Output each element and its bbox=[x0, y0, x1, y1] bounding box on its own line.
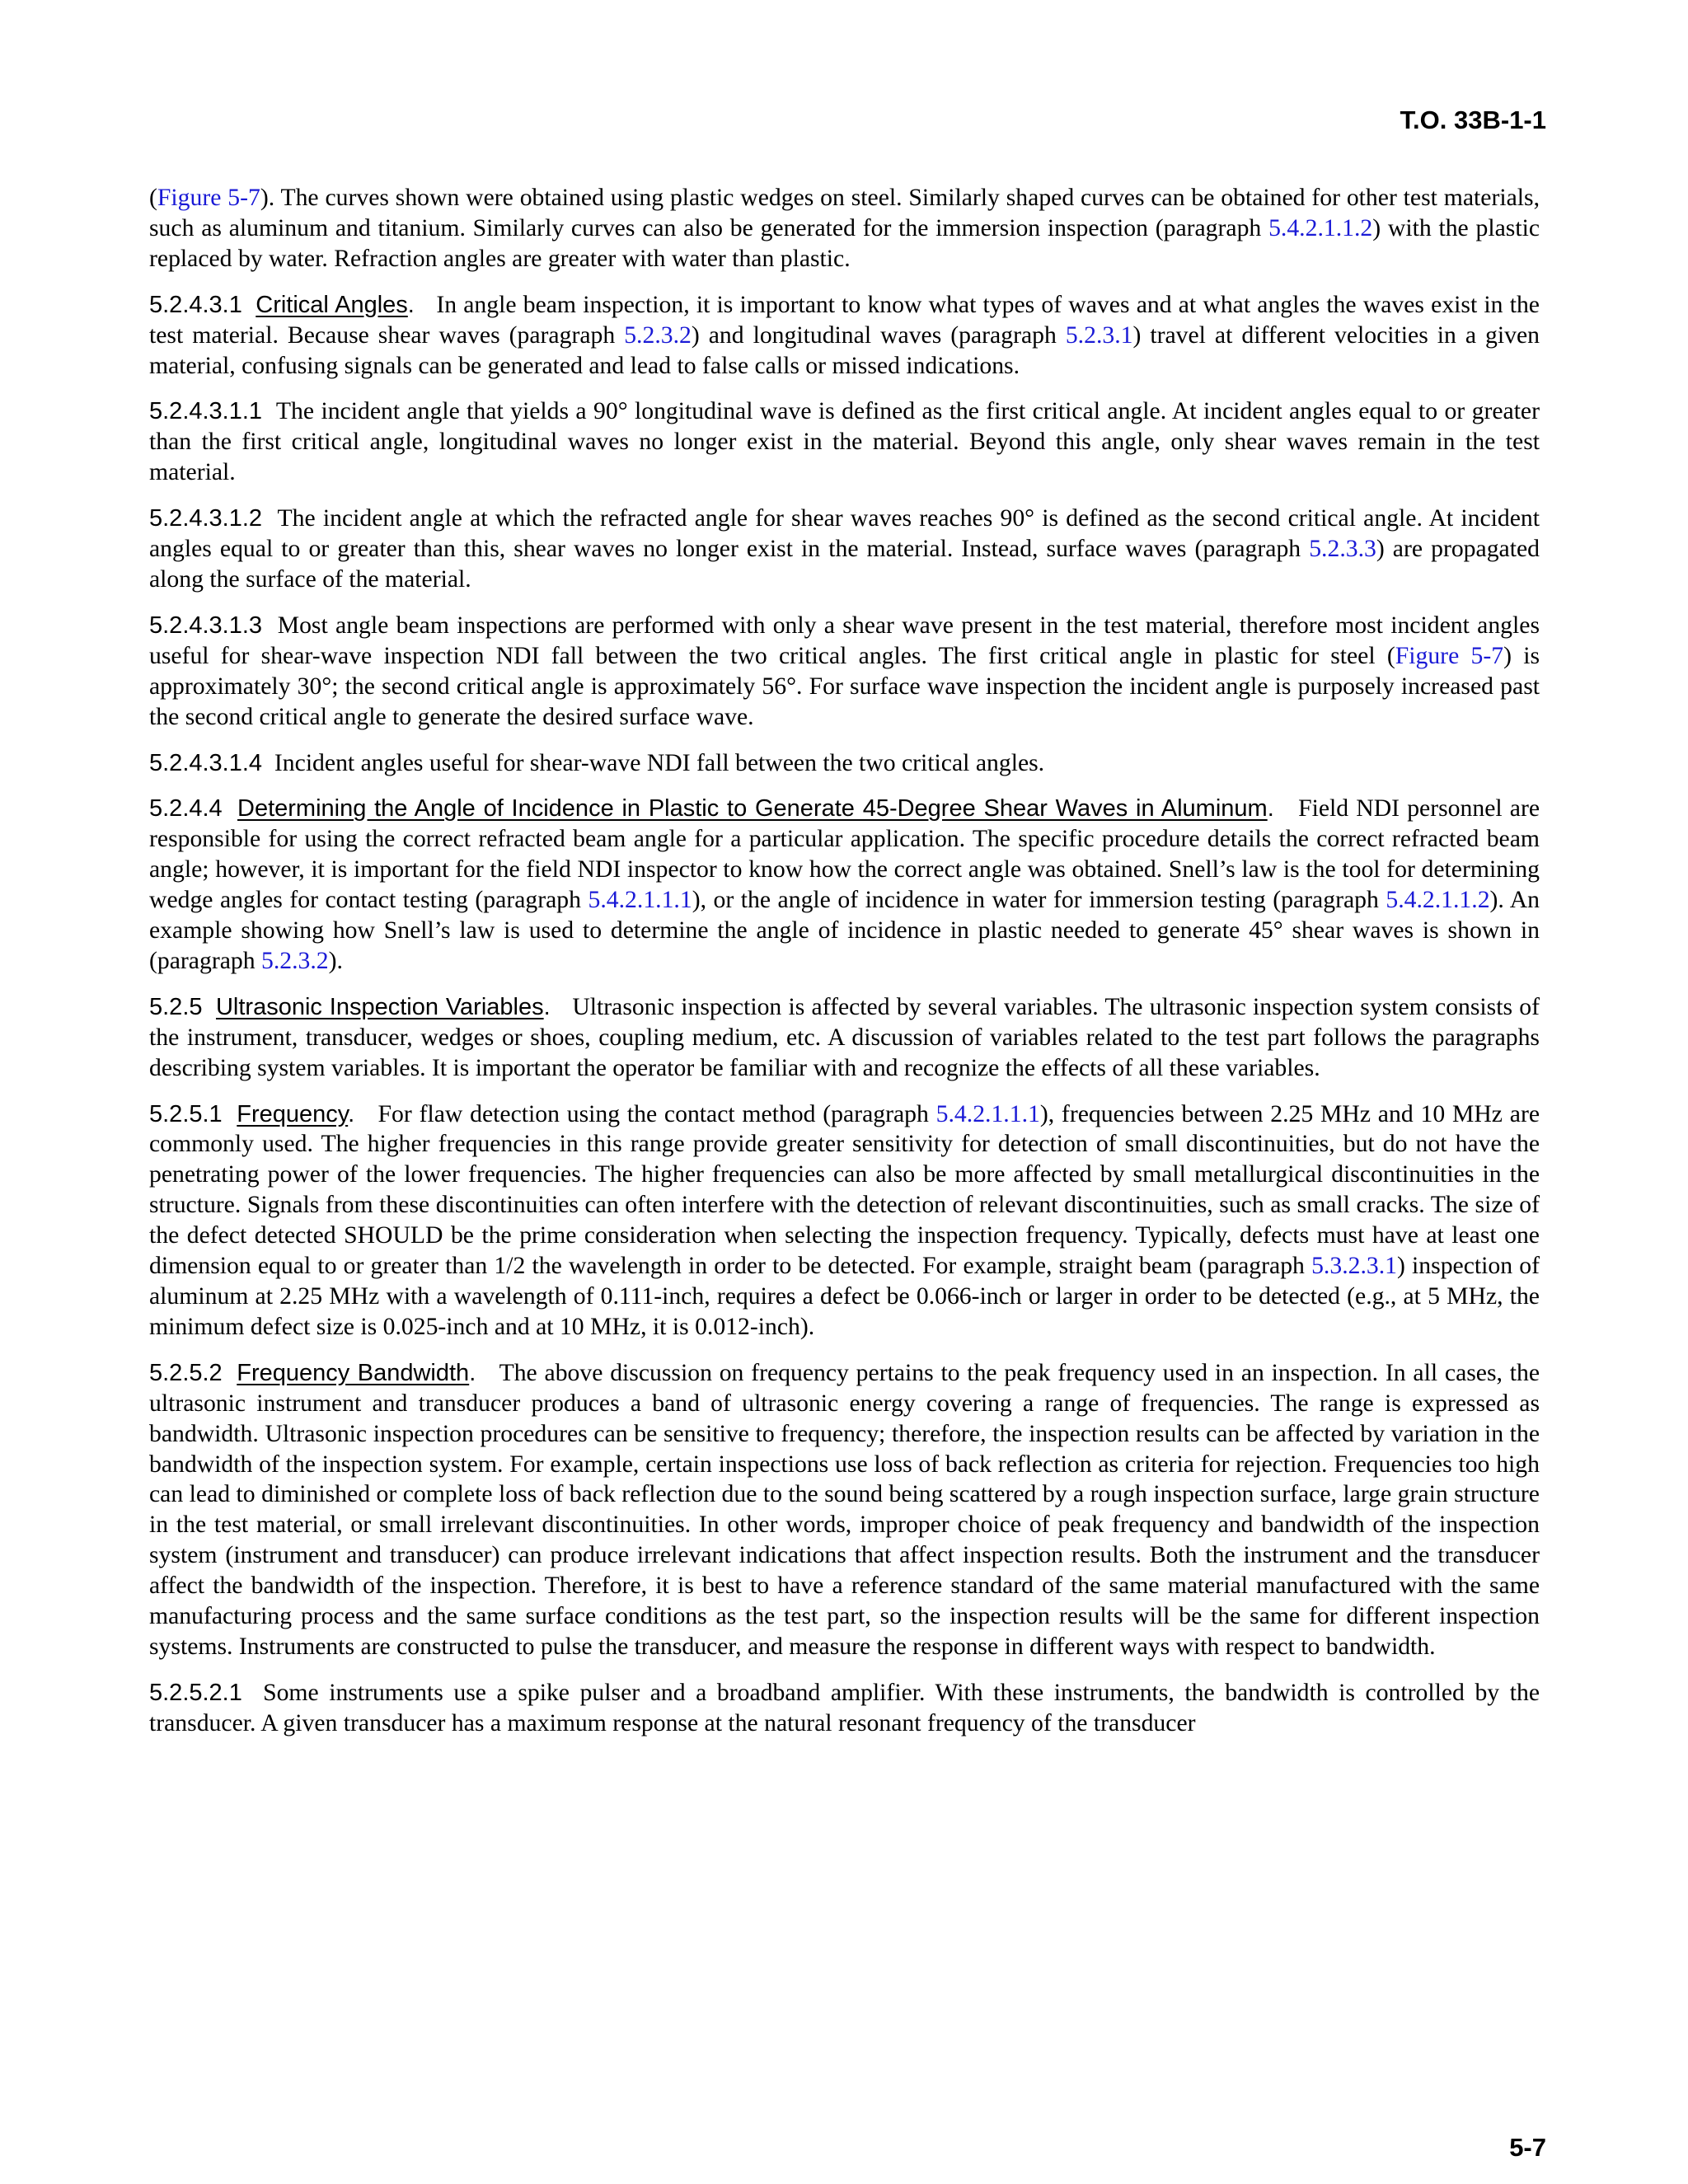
paragraph-title: Frequency bbox=[237, 1100, 349, 1127]
body-text: The above discussion on frequency pertains to the peak frequency used in an inspection. In all cases, the ultrasonic instrument and transducer produces a band of ultrasonic energy covering a range of frequencies. The range is expressed as bandwidth. Ultrasonic inspection procedures can be sensitive to frequency; therefore, the inspection results can be affected by variation in the bandwidth of the inspection system. For example, certain inspections use loss of back reflection as criteria for rejection. Frequencies too high can lead to diminished or complete loss of back reflection due to the sound being scattered by a rough inspection surface, large grain structure in the test material, or small irrelevant discontinuities. In other words, improper choice of peak frequency and bandwidth of the inspection system (instrument and transducer) can produce irrelevant indications that affect inspection results. Both the instrument and the transducer affect the bandwidth of the inspection. Therefore, it is best to have a reference standard of the same material manufactured with the same manufacturing process and the same surface conditions as the test part, so the inspection results will be the same for different inspection systems. Instruments are constructed to pulse the transducer, and measure the response in different ways with respect to bandwidth. bbox=[149, 1359, 1540, 1660]
body-text: Incident angles useful for shear-wave NDI fall between the two critical angles. bbox=[274, 749, 1045, 776]
cross-reference-link[interactable]: Figure 5-7 bbox=[157, 185, 260, 211]
document-id-header: T.O. 33B-1-1 bbox=[1400, 105, 1546, 134]
body-text: ( bbox=[149, 185, 157, 211]
cross-reference-link[interactable]: 5.2.3.2 bbox=[624, 321, 692, 349]
cross-reference-link[interactable]: 5.4.2.1.1.2 bbox=[1268, 214, 1373, 241]
para-5-2-4-3-1-3 bbox=[149, 611, 1540, 733]
body-text: ) and longitudinal waves (paragraph bbox=[691, 321, 1066, 349]
document-body bbox=[149, 183, 1540, 1755]
para-5-2-5-1: 5.2.5.1 Frequency. For flaw detection using the contact method (paragraph 5.4.2.1.1.1), frequencies between 2.25 MHz and 10 MHz are commonly used. The higher frequencies in this range provide greater sensitivity for detection of small discontinuities, but do not have the penetrating power of the lower frequencies. The higher frequencies can also be more affected by small metallurgical discontinuities in the structure. Signals from these discontinuities can often interfere with the detection of relevant discontinuities, such as small cracks. The size of the defect detected SHOULD be the prime consideration when selecting the inspection frequency. Typically, defects must have at least one dimension equal to or greater than 1/2 the wavelength in order to be detected. For example, straight beam (paragraph 5.3.2.3.1) inspection of aluminum at 2.25 MHz with a wavelength of 0.111-inch, requires a defect be 0.066-inch or larger in order to be detected (e.g., at 5 MHz, the minimum defect size is 0.025-inch and at 10 MHz, it is 0.012-inch). bbox=[149, 1100, 1540, 1340]
para-5-2-5-2-1 bbox=[149, 1678, 1540, 1739]
body-text: ) are propagated along the surface of the material. bbox=[149, 536, 1540, 593]
body-text: The incident angle that yields a 90° longitudinal wave is defined as the first critical angle. At incident angles equal to or greater than the first critical angle, longitudinal waves no longer exist in the material. Beyond this angle, only shear waves remain in the test material. bbox=[149, 398, 1540, 486]
page-number: 5-7 bbox=[1509, 2133, 1546, 2162]
cross-reference-link[interactable]: 5.4.2.1.1.1 bbox=[935, 1100, 1040, 1127]
paragraph-title: Ultrasonic Inspection Variables bbox=[215, 993, 544, 1020]
paragraph-number: 5.2.4.3.1.3 bbox=[149, 612, 263, 639]
paragraph-number: 5.2.5.1 bbox=[149, 1100, 223, 1127]
para-5-2-4-3-1-4 bbox=[149, 748, 1540, 779]
body-text: ), or the angle of incidence in water for immersion testing (paragraph bbox=[692, 887, 1386, 914]
body-text: ). An example showing how Snell’s law is used to determine the angle of incidence in plastic needed to generate 45° shear waves is shown in (paragraph bbox=[149, 887, 1540, 974]
paragraph-number: 5.2.4.3.1.2 bbox=[149, 505, 263, 532]
para-5-2-4-3-1-2 bbox=[149, 504, 1540, 595]
paragraph-number: 5.2.5 bbox=[149, 993, 203, 1020]
paragraph-title: Frequency Bandwidth bbox=[237, 1359, 470, 1386]
cross-reference-link[interactable]: 5.4.2.1.1.2 bbox=[1386, 887, 1490, 914]
body-text: Field NDI personnel are responsible for using the correct refracted beam angle for a particular application. The specific procedure details the correct refracted beam angle; however, it is important for the field NDI inspector to know how the correct angle was obtained. Snell’s law is the tool for determining wedge angles for contact testing (paragraph bbox=[149, 795, 1540, 914]
body-text: In angle beam inspection, it is important to know what types of waves and at what angles the waves exist in the test material. Because shear waves (paragraph bbox=[149, 291, 1540, 349]
cross-reference-link[interactable]: 5.2.3.2 bbox=[261, 947, 329, 974]
paragraph-number: 5.2.5.2 bbox=[149, 1359, 223, 1386]
paragraph-title: Determining the Angle of Incidence in Plastic to Generate 45-Degree Shear Waves in Aluminum bbox=[237, 795, 1268, 823]
body-text: ) is approximately 30°; the second critical angle is approximately 56°. For surface wave inspection the incident angle is purposely increased past the second critical angle to generate the desired surface wave. bbox=[149, 642, 1540, 730]
body-text: The incident angle at which the refracted angle for shear waves reaches 90° is defined as the second critical angle. At incident angles equal to or greater than this, shear waves no longer exist in the material. Instead, surface waves (paragraph bbox=[149, 505, 1540, 563]
body-text: ) inspection of aluminum at 2.25 MHz with a wavelength of 0.111-inch, requires a defect be 0.066-inch or larger in order to be detected (e.g., at 5 MHz, the minimum defect size is 0.025-inch and at 10 MHz, it is 0.012-inch). bbox=[149, 1253, 1540, 1340]
cross-reference-link[interactable]: 5.2.3.3 bbox=[1309, 536, 1376, 563]
paragraph-number: 5.2.5.2.1 bbox=[149, 1679, 242, 1706]
para-intro bbox=[149, 183, 1540, 274]
para-5-2-5: 5.2.5 Ultrasonic Inspection Variables. Ultrasonic inspection is affected by several variables. The ultrasonic inspection system consists of the instrument, transducer, wedges or shoes, coupling medium, etc. A discussion of variables related to the test part follows the paragraphs describing system variables. It is important the operator be familiar with and recognize the effects of all these variables. bbox=[149, 993, 1540, 1081]
cross-reference-link[interactable]: Figure 5-7 bbox=[1395, 642, 1504, 669]
para-5-2-5-2: 5.2.5.2 Frequency Bandwidth. The above discussion on frequency pertains to the peak frequency used in an inspection. In all cases, the ultrasonic instrument and transducer produces a band of ultrasonic energy covering a range of frequencies. The range is expressed as bandwidth. Ultrasonic inspection procedures can be sensitive to frequency; therefore, the inspection results can be affected by variation in the bandwidth of the inspection system. For example, certain inspections use loss of back reflection as criteria for rejection. Frequencies too high can lead to diminished or complete loss of back reflection due to the sound being scattered by a rough inspection surface, large grain structure in the test material, or small irrelevant discontinuities. In other words, improper choice of peak frequency and bandwidth of the inspection system (instrument and transducer) can produce irrelevant indications that affect inspection results. Both the instrument and the transducer affect the bandwidth of the inspection. Therefore, it is best to have a reference standard of the same material manufactured with the same manufacturing process and the same surface conditions as the test part, so the inspection results will be the same for different inspection systems. Instruments are constructed to pulse the transducer, and measure the response in different ways with respect to bandwidth. bbox=[149, 1359, 1540, 1660]
body-text: ) with the plastic replaced by water. Refraction angles are greater with water than plastic. bbox=[149, 214, 1540, 272]
cross-reference-link[interactable]: 5.4.2.1.1.1 bbox=[588, 887, 692, 914]
body-text: ). The curves shown were obtained using plastic wedges on steel. Similarly shaped curves can be obtained for other test materials, such as aluminum and titanium. Similarly curves can also be generated for the immersion inspection (paragraph bbox=[149, 185, 1540, 241]
para-5-2-4-3-1-1 bbox=[149, 396, 1540, 488]
paragraph-number: 5.2.4.3.1 bbox=[149, 291, 242, 318]
cross-reference-link[interactable]: 5.3.2.3.1 bbox=[1311, 1253, 1397, 1280]
body-text: ). bbox=[328, 947, 343, 974]
body-text: ), frequencies between 2.25 MHz and 10 MHz are commonly used. The higher frequencies in this range provide greater sensitivity for detection of small discontinuities, but do not have the penetrating power of the lower frequencies. The higher frequencies can also be more affected by small metallurgical discontinuities in the structure. Signals from these discontinuities can often interfere with the detection of relevant discontinuities, such as small cracks. The size of the defect detected SHOULD be the prime consideration when selecting the inspection frequency. Typically, defects must have at least one dimension equal to or greater than 1/2 the wavelength in order to be detected. For example, straight beam (paragraph bbox=[149, 1100, 1540, 1280]
paragraph-number: 5.2.4.4 bbox=[149, 795, 223, 823]
paragraph-number: 5.2.4.3.1.4 bbox=[149, 749, 263, 776]
paragraph-title: Critical Angles bbox=[256, 291, 408, 318]
paragraph-number: 5.2.4.3.1.1 bbox=[149, 398, 263, 425]
body-text: For flaw detection using the contact method (paragraph bbox=[377, 1100, 936, 1127]
body-text: Most angle beam inspections are performed with only a shear wave present in the test material, therefore most incident angles useful for shear-wave inspection NDI fall between the two critical angles. The first critical angle in plastic for steel ( bbox=[149, 612, 1540, 669]
body-text: Ultrasonic inspection is affected by several variables. The ultrasonic inspection system consists of the instrument, transducer, wedges or shoes, coupling medium, etc. A discussion of variables related to the test part follows the paragraphs describing system variables. It is important the operator be familiar with and recognize the effects of all these variables. bbox=[149, 993, 1540, 1081]
body-text: Some instruments use a spike pulser and a broadband amplifier. With these instruments, the bandwidth is controlled by the transducer. A given transducer has a maximum response at the natural resonant frequency of the transducer bbox=[149, 1679, 1540, 1736]
body-text: ) travel at different velocities in a given material, confusing signals can be generated and lead to false calls or missed indications. bbox=[149, 321, 1540, 379]
cross-reference-link[interactable]: 5.2.3.1 bbox=[1065, 321, 1133, 349]
para-5-2-4-3-1: 5.2.4.3.1 Critical Angles. In angle beam inspection, it is important to know what types of waves and at what angles the waves exist in the test material. Because shear waves (paragraph 5.2.3.2) and longitudinal waves (paragraph 5.2.3.1) travel at different velocities in a given material, confusing signals can be generated and lead to false calls or missed indications. bbox=[149, 291, 1540, 379]
para-5-2-4-4: 5.2.4.4 Determining the Angle of Incidence in Plastic to Generate 45-Degree Shear Waves in Aluminum. Field NDI personnel are responsible for using the correct refracted beam angle for a particular application. The specific procedure details the correct refracted beam angle; however, it is important for the field NDI inspector to know how the correct angle was obtained. Snell’s law is the tool for determining wedge angles for contact testing (paragraph 5.4.2.1.1.1), or the angle of incidence in water for immersion testing (paragraph 5.4.2.1.1.2). An example showing how Snell’s law is used to determine the angle of incidence in plastic needed to generate 45° shear waves is shown in (paragraph 5.2.3.2). bbox=[149, 795, 1540, 974]
